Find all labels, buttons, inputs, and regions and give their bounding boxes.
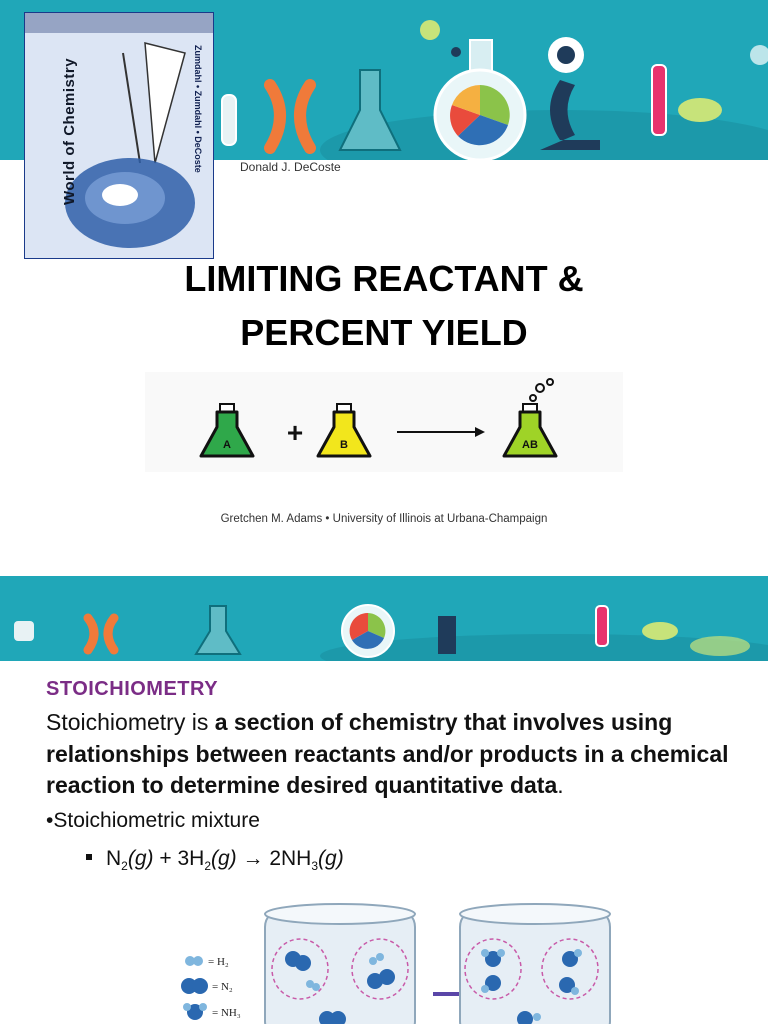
test-tube-icon (222, 95, 236, 145)
bullet-stoichiometric-mixture: •Stoichiometric mixture (46, 809, 260, 832)
slide-title (0, 252, 768, 360)
legend (181, 956, 241, 1020)
legend-h2: = H₂ (208, 956, 229, 968)
square-bullet-icon (86, 854, 92, 860)
definition-text (46, 707, 756, 802)
legend-nh3: = NH₃ (212, 1007, 241, 1019)
product-container (460, 904, 610, 1024)
footer-credit: Gretchen M. Adams • University of Illinois at Urbana-Champaign (220, 513, 548, 525)
molecule-svg (175, 889, 615, 1024)
definition-suffix: . (557, 772, 564, 798)
book-cover-art (25, 13, 213, 258)
book-authors: Zumdahl • Zumdahl • DeCoste (193, 45, 203, 173)
textbook-cover (24, 12, 214, 259)
author-credit: Donald J. DeCoste (240, 160, 341, 174)
title-line-1: LIMITING REACTANT & (184, 258, 584, 299)
title-line-2: PERCENT YIELD (240, 312, 528, 353)
section-heading: STOICHIOMETRY (46, 678, 219, 700)
reaction-svg (145, 372, 623, 472)
science-banner-2 (0, 576, 768, 661)
reactant-container (265, 904, 415, 1024)
banner-illustration-2 (0, 576, 768, 661)
flask-b (318, 404, 370, 456)
definition-bold: a section of chemistry that involves using relationships between reactants and/or products in a chemical reaction to determine desired quantitative data (46, 709, 729, 798)
flask-b-label: B (340, 439, 348, 451)
plus-sign: + (286, 417, 304, 448)
leaf-icon (678, 98, 722, 122)
stoichiometry-slide (0, 576, 768, 1024)
book-title: World of Chemistry (61, 57, 78, 205)
molecule-diagram (175, 889, 615, 1024)
definition-prefix: Stoichiometry is (46, 709, 215, 735)
flask-a (201, 404, 253, 456)
flask-ab-label: AB (522, 439, 538, 451)
flask-a-label: A (223, 439, 231, 451)
flask-ab (504, 379, 556, 456)
reaction-equation: $N_2(g) + 3H_2(g) \to 2NH_3(g)$ (86, 847, 344, 873)
reaction-diagram (145, 372, 623, 472)
legend-n2: = N₂ (212, 981, 233, 993)
pink-test-tube-icon (652, 65, 666, 135)
